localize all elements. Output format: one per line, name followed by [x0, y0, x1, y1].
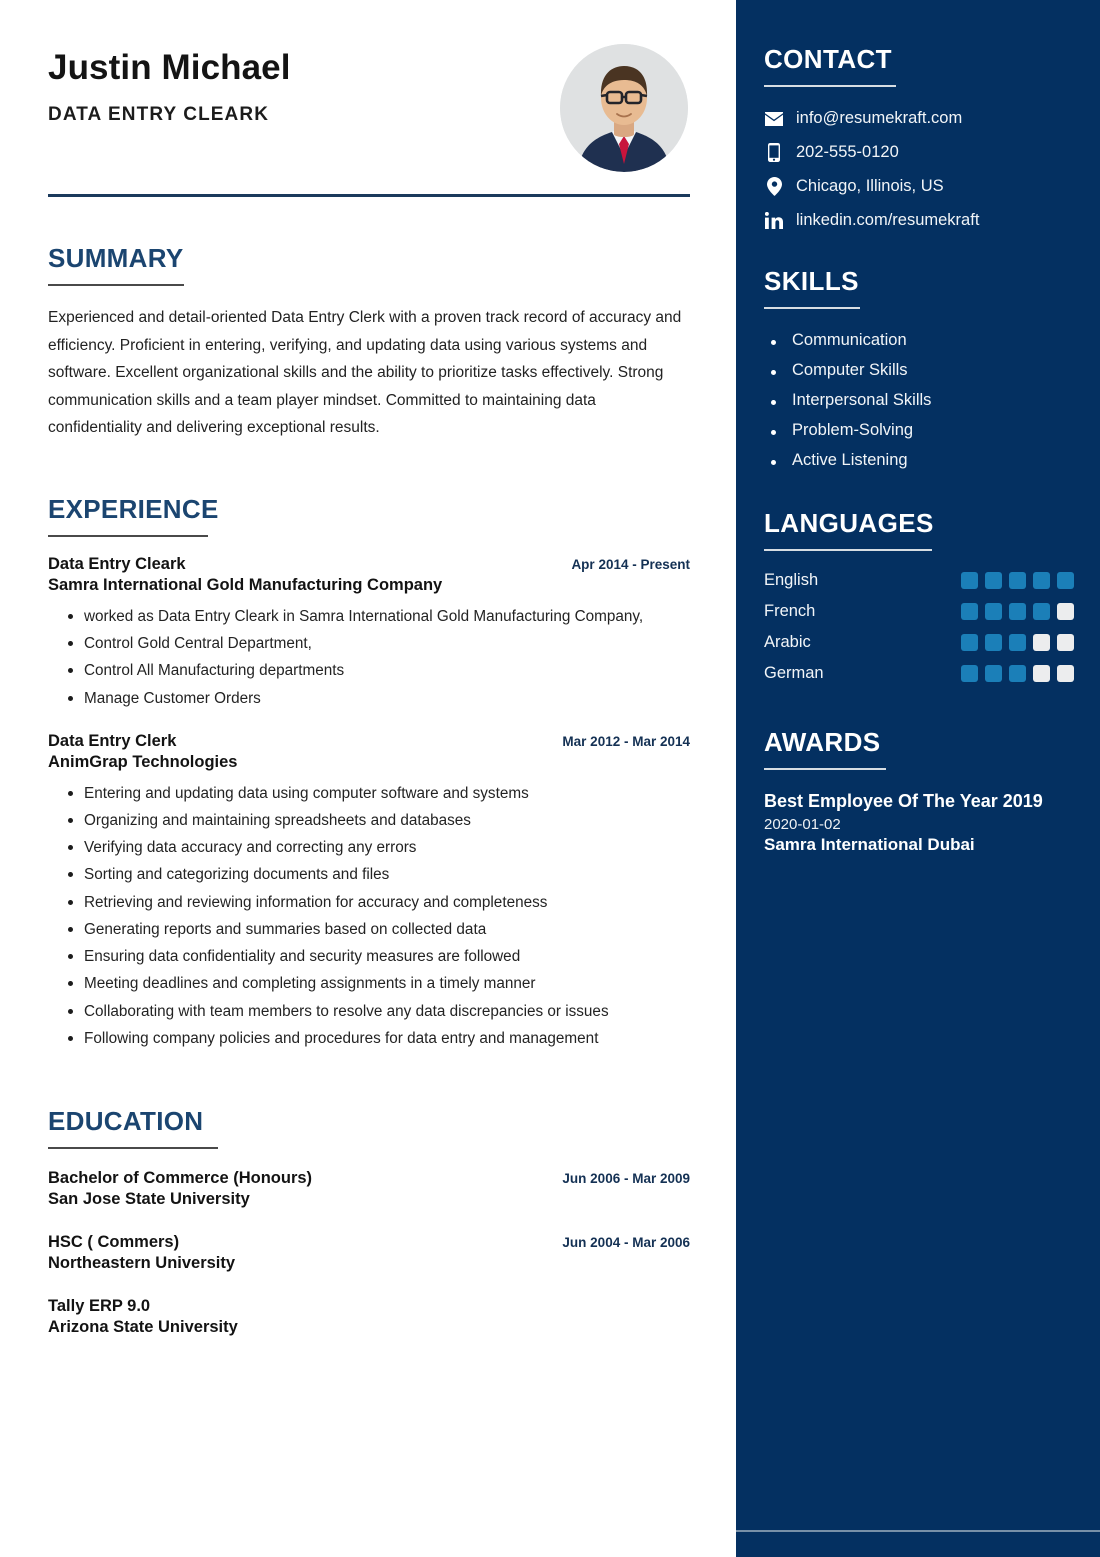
- level-square-filled: [961, 634, 978, 651]
- skills-section: [764, 266, 1074, 470]
- education-entry-header: [48, 1169, 690, 1188]
- contact-email-text: info@resumekraft.com: [796, 109, 963, 127]
- list-item: Ensuring data confidentiality and security measures are followed: [48, 943, 690, 970]
- summary-heading: SUMMARY: [48, 243, 184, 273]
- contact-item-phone[interactable]: [764, 143, 1074, 162]
- award-date: 2020-01-02: [764, 816, 841, 834]
- list-item: Following company policies and procedures for data entry and management: [48, 1025, 690, 1052]
- level-square-filled: [961, 603, 978, 620]
- experience-date: Mar 2012 - Mar 2014: [562, 733, 690, 749]
- education-date: Jun 2004 - Mar 2006: [562, 1234, 690, 1250]
- level-square-filled: [985, 603, 1002, 620]
- level-square-filled: [1057, 572, 1074, 589]
- level-square-filled: [1033, 572, 1050, 589]
- list-item: Generating reports and summaries based on collected data: [48, 916, 690, 943]
- level-square-empty: [1057, 634, 1074, 651]
- page-title: Justin Michael: [48, 48, 291, 87]
- experience-section: [48, 494, 690, 1052]
- awards-section: [764, 727, 1074, 855]
- contact-heading: CONTACT: [764, 44, 892, 74]
- experience-bullet-list: [48, 603, 690, 712]
- education-degree: Tally ERP 9.0: [48, 1296, 151, 1315]
- education-school: San Jose State University: [48, 1189, 250, 1208]
- experience-role: Data Entry Cleark: [48, 554, 186, 573]
- language-row-german: [764, 664, 1074, 683]
- language-name: German: [764, 664, 824, 682]
- level-square-filled: [985, 572, 1002, 589]
- list-item: Organizing and maintaining spreadsheets and databases: [48, 807, 690, 834]
- list-item: Manage Customer Orders: [48, 685, 690, 712]
- contact-linkedin-text: linkedin.com/resumekraft: [796, 211, 980, 229]
- experience-date: Apr 2014 - Present: [571, 556, 690, 572]
- resume-header: [48, 44, 690, 172]
- list-item: Active Listening: [764, 451, 1074, 470]
- list-item: Control Gold Central Department,: [48, 630, 690, 657]
- skills-heading-underline: [764, 307, 860, 309]
- education-heading-underline: [48, 1147, 218, 1149]
- language-name: Arabic: [764, 633, 811, 651]
- level-square-empty: [1057, 665, 1074, 682]
- skills-list: [764, 331, 1074, 470]
- mobile-phone-icon: [764, 143, 784, 162]
- language-level-meter: [961, 634, 1074, 651]
- language-level-meter: [961, 603, 1074, 620]
- envelope-icon: [764, 112, 784, 126]
- language-row-english: [764, 571, 1074, 590]
- sidebar-inner: [736, 44, 1100, 855]
- contact-list: [764, 109, 1074, 230]
- experience-entry-header: [48, 555, 690, 574]
- award-title: Best Employee Of The Year 2019: [764, 791, 1043, 811]
- list-item: Entering and updating data using computer software and systems: [48, 780, 690, 807]
- award-entry: [764, 790, 1074, 855]
- linkedin-icon: [764, 212, 784, 229]
- level-square-empty: [1033, 665, 1050, 682]
- list-item: worked as Data Entry Cleark in Samra International Gold Manufacturing Company,: [48, 603, 690, 630]
- level-square-filled: [961, 572, 978, 589]
- award-organization: Samra International Dubai: [764, 835, 975, 855]
- level-square-filled: [1009, 665, 1026, 682]
- level-square-filled: [985, 665, 1002, 682]
- contact-item-linkedin[interactable]: [764, 211, 1074, 230]
- contact-location-text: Chicago, Illinois, US: [796, 177, 944, 195]
- level-square-empty: [1057, 603, 1074, 620]
- education-entry: [48, 1169, 690, 1209]
- education-entry: [48, 1233, 690, 1273]
- language-row-french: [764, 602, 1074, 621]
- avatar: [560, 44, 688, 172]
- language-name: English: [764, 571, 819, 589]
- languages-section: [764, 508, 1074, 683]
- contact-item-email[interactable]: [764, 109, 1074, 128]
- list-item: Problem-Solving: [764, 421, 1074, 440]
- experience-heading: EXPERIENCE: [48, 493, 219, 524]
- education-heading: EDUCATION: [48, 1105, 204, 1136]
- list-item: Retrieving and reviewing information for accuracy and completeness: [48, 889, 690, 916]
- language-row-arabic: [764, 633, 1074, 652]
- level-square-empty: [1033, 634, 1050, 651]
- experience-entry: [48, 732, 690, 1052]
- level-square-filled: [961, 665, 978, 682]
- education-entry-header: [48, 1297, 690, 1316]
- job-title: DATA ENTRY CLEARK: [48, 103, 270, 125]
- language-name: French: [764, 602, 816, 620]
- education-degree: Bachelor of Commerce (Honours): [48, 1168, 313, 1187]
- list-item: Verifying data accuracy and correcting any errors: [48, 834, 690, 861]
- awards-heading-underline: [764, 768, 886, 770]
- contact-item-location[interactable]: [764, 177, 1074, 196]
- level-square-filled: [1009, 572, 1026, 589]
- list-item: Interpersonal Skills: [764, 391, 1074, 410]
- level-square-filled: [985, 634, 1002, 651]
- summary-heading-underline: [48, 284, 184, 286]
- awards-heading: AWARDS: [764, 727, 881, 757]
- language-level-meter: [961, 572, 1074, 589]
- list-item: Control All Manufacturing departments: [48, 657, 690, 684]
- list-item: Computer Skills: [764, 361, 1074, 380]
- education-entry-header: [48, 1233, 690, 1252]
- languages-heading-underline: [764, 549, 932, 551]
- experience-role: Data Entry Clerk: [48, 731, 177, 750]
- experience-bullet-list: [48, 780, 690, 1052]
- sidebar: [736, 0, 1100, 1557]
- list-item: Sorting and categorizing documents and files: [48, 861, 690, 888]
- list-item: Meeting deadlines and completing assignments in a timely manner: [48, 970, 690, 997]
- experience-entry-header: [48, 732, 690, 751]
- language-level-meter: [961, 665, 1074, 682]
- summary-section: [48, 243, 690, 442]
- profile-photo-illustration: [560, 44, 688, 172]
- header-text-block: [48, 44, 291, 126]
- level-square-filled: [1009, 634, 1026, 651]
- level-square-filled: [1009, 603, 1026, 620]
- education-entry: [48, 1297, 690, 1337]
- contact-phone-text: 202-555-0120: [796, 143, 899, 161]
- list-item: Collaborating with team members to resolve any data discrepancies or issues: [48, 998, 690, 1025]
- experience-organization: AnimGrap Technologies: [48, 752, 238, 771]
- languages-list: [764, 571, 1074, 683]
- experience-organization: Samra International Gold Manufacturing Company: [48, 575, 443, 594]
- languages-heading: LANGUAGES: [764, 508, 934, 538]
- map-pin-icon: [764, 177, 784, 196]
- education-section: [48, 1106, 690, 1337]
- contact-heading-underline: [764, 85, 896, 87]
- page-separator-line: [736, 1530, 1100, 1532]
- education-school: Northeastern University: [48, 1253, 236, 1272]
- experience-entry: [48, 555, 690, 712]
- skills-heading: SKILLS: [764, 266, 859, 296]
- summary-text: Experienced and detail-oriented Data Entry Clerk with a proven track record of accuracy and efficiency. Proficient in entering, verifying, and updating data using various systems and software. Excellent organizational skills and the ability to prioritize tasks effectively. Strong communication skills and a team player mindset. Committed to maintaining data confidentiality and delivering exceptional results.: [48, 309, 682, 437]
- education-school: Arizona State University: [48, 1317, 238, 1336]
- level-square-filled: [1033, 603, 1050, 620]
- experience-heading-underline: [48, 535, 208, 537]
- header-divider: [48, 194, 690, 197]
- education-date: Jun 2006 - Mar 2009: [562, 1170, 690, 1186]
- contact-section: [764, 44, 1074, 230]
- list-item: Communication: [764, 331, 1074, 350]
- education-degree: HSC ( Commers): [48, 1232, 180, 1251]
